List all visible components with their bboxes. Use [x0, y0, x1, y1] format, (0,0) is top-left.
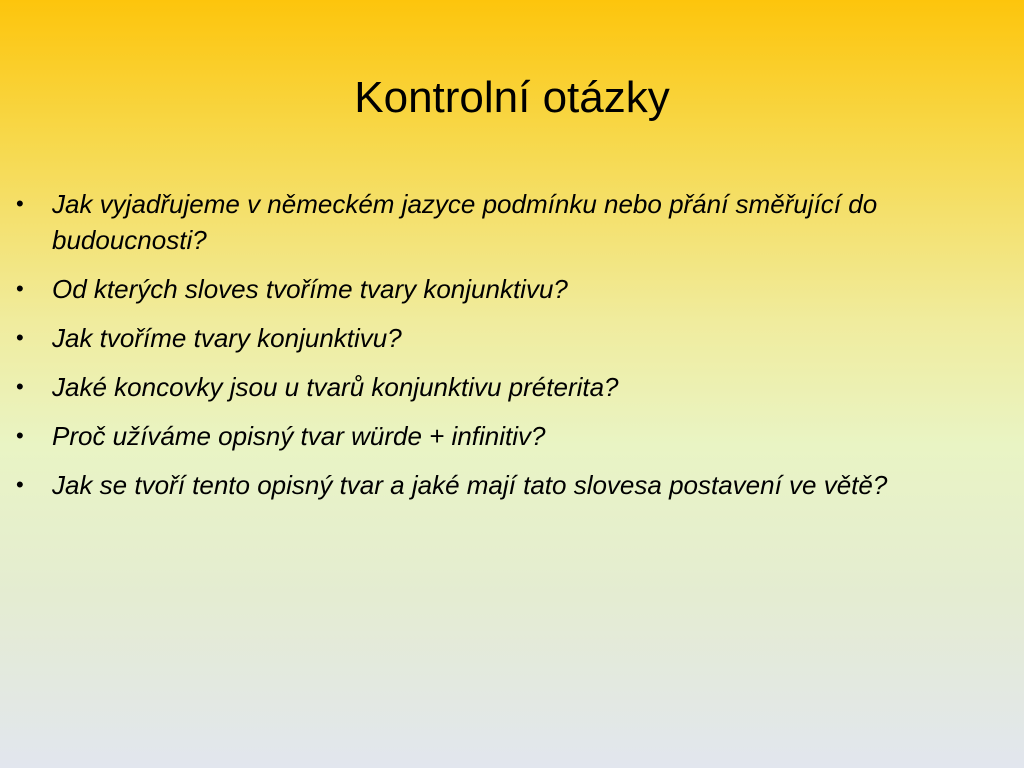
list-item-text: Od kterých sloves tvoříme tvary konjunktivu?	[52, 274, 568, 304]
list-item-text: Jak tvoříme tvary konjunktivu?	[52, 323, 402, 353]
list-item-text: Jak se tvoří tento opisný tvar a jaké mají tato slovesa postavení ve větě?	[52, 470, 888, 500]
bullet-icon: •	[16, 276, 24, 301]
list-item	[16, 418, 986, 454]
list-item	[16, 186, 986, 258]
list-item	[16, 271, 986, 307]
list-item-text: Jaké koncovky jsou u tvarů konjunktivu préterita?	[52, 372, 619, 402]
list-item	[16, 369, 986, 405]
bullet-icon: •	[16, 325, 24, 350]
list-item-text: Jak vyjadřujeme v německém jazyce podmínku nebo přání směřující do budoucnosti?	[52, 189, 878, 255]
list-item-text: Proč užíváme opisný tvar würde + infinitiv?	[52, 421, 546, 451]
list-item	[16, 320, 986, 356]
question-list	[16, 186, 986, 516]
slide-title: Kontrolní otázky	[354, 73, 670, 122]
bullet-icon: •	[16, 423, 24, 448]
bullet-icon: •	[16, 191, 24, 216]
bullet-icon: •	[16, 374, 24, 399]
list-item	[16, 467, 986, 503]
bullet-icon: •	[16, 472, 24, 497]
